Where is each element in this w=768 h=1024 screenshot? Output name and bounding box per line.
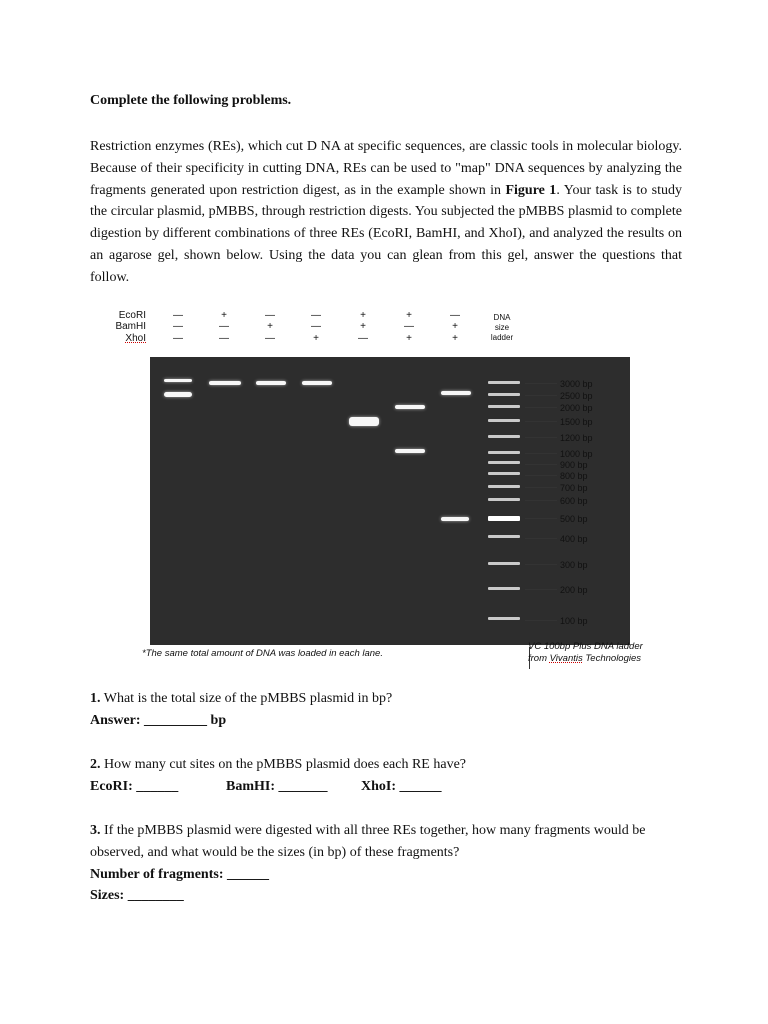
intro-text-part1: Restriction enzymes (REs), which cut D NA at specific sequences, are classic tools in molecular biology. Because of their specificity in cutting DNA, REs can be used to "map" DNA sequences by analyzing the fragments generated upon restriction digest, as in the example shown in: [90, 139, 682, 198]
question-3: [90, 820, 682, 907]
question-2-answers: [90, 776, 690, 798]
lane3-bamhi-sign: +: [267, 321, 273, 332]
ladder-tick: [525, 538, 557, 539]
ladder-size-label: 1200 bp: [560, 433, 593, 443]
gel-band: [164, 379, 192, 382]
lane3-ecori-sign: —: [265, 310, 275, 321]
gel-band: [256, 381, 286, 385]
ladder-size-label: 100 bp: [560, 616, 588, 626]
intro-text-part2: . Your task is to study the circular plasmid, pMBBS, through restriction digests. You subjected the pMBBS plasmid to complete digestion by different combinations of three REs (EcoRI, BamHI, and XhoI), and analyzed the results on an agarose gel, shown below. Using the data you can glean from this gel, answer the questions that follow.: [90, 182, 682, 285]
lane3-xhoi-sign: —: [265, 333, 275, 344]
ladder-band: [488, 485, 520, 488]
gel-band: [164, 392, 192, 397]
ladder-band: [488, 381, 520, 384]
ladder-band: [488, 451, 520, 454]
bamhi-answer-line[interactable]: BamHI: _______: [226, 778, 328, 794]
ladder-note-line1: VC 100bp Plus DNA ladder: [528, 641, 643, 652]
xhoi-answer-line[interactable]: XhoI: ______: [361, 778, 442, 794]
ladder-size-label: 900 bp: [560, 460, 588, 470]
ladder-band: [488, 535, 520, 538]
intro-paragraph: [90, 136, 682, 289]
ladder-size-label: 400 bp: [560, 534, 588, 544]
ladder-band: [488, 419, 520, 422]
ladder-band: [488, 516, 520, 521]
ladder-band: [488, 393, 520, 396]
lane7-ecori-sign: —: [450, 310, 460, 321]
lane5-xhoi-sign: —: [358, 333, 368, 344]
gel-band: [302, 381, 332, 385]
lane4-xhoi-sign: +: [313, 333, 319, 344]
gel-band: [395, 405, 425, 409]
ladder-tick: [525, 589, 557, 590]
question-1-prompt: [90, 688, 690, 710]
fragments-answer-line[interactable]: Number of fragments: ______: [90, 866, 269, 882]
ladder-tick: [525, 518, 557, 519]
ladder-header: [482, 313, 522, 343]
lane4-bamhi-sign: —: [311, 321, 321, 332]
question-1: [90, 688, 690, 732]
ladder-note: [528, 641, 643, 665]
ladder-tick: [525, 437, 557, 438]
ladder-header-line3: ladder: [490, 333, 514, 342]
ecori-answer-line[interactable]: EcoRI: ______: [90, 778, 179, 794]
lane7-xhoi-sign: +: [452, 333, 458, 344]
lane4-ecori-sign: —: [311, 310, 321, 321]
ladder-note-line2: [528, 653, 643, 665]
lane2-bamhi-sign: —: [219, 321, 229, 332]
enzyme-label-bamhi: BamHI: [115, 321, 146, 332]
ladder-size-label: 700 bp: [560, 483, 588, 493]
question-2-text: How many cut sites on the pMBBS plasmid does each RE have?: [100, 757, 466, 772]
ladder-header-line2: size: [494, 323, 510, 332]
question-1-answer-line[interactable]: Answer: _________ bp: [90, 712, 227, 728]
ladder-size-label: 1000 bp: [560, 449, 593, 459]
enzyme-label-xhoi: XhoI: [125, 333, 146, 344]
ladder-size-label: 500 bp: [560, 514, 588, 524]
ladder-tick: [525, 453, 557, 454]
gel-band: [441, 391, 471, 395]
ladder-size-label: 200 bp: [560, 585, 588, 595]
ladder-tick: [525, 475, 557, 476]
question-1-number: 1.: [90, 691, 101, 706]
lane2-xhoi-sign: —: [219, 333, 229, 344]
lane6-xhoi-sign: +: [406, 333, 412, 344]
ladder-size-label: 2500 bp: [560, 391, 593, 401]
ladder-tick: [525, 564, 557, 565]
lane5-ecori-sign: +: [360, 310, 366, 321]
ladder-band: [488, 435, 520, 438]
lane6-bamhi-sign: —: [404, 321, 414, 332]
lane1-bamhi-sign: —: [173, 321, 183, 332]
ladder-size-label: 600 bp: [560, 496, 588, 506]
question-3-prompt: [90, 820, 682, 864]
ladder-note-suffix: Technologies: [582, 653, 642, 664]
ladder-band: [488, 562, 520, 565]
ladder-header-line1: DNA: [493, 313, 511, 322]
ladder-tick: [525, 421, 557, 422]
lane1-xhoi-sign: —: [173, 333, 183, 344]
ladder-band: [488, 461, 520, 464]
gel-band: [349, 417, 379, 426]
gel-band: [395, 449, 425, 453]
enzyme-label-ecori: EcoRI: [118, 310, 146, 321]
page-heading: Complete the following problems.: [90, 93, 292, 108]
ladder-tick: [525, 407, 557, 408]
lane2-ecori-sign: +: [221, 310, 227, 321]
ladder-size-label: 2000 bp: [560, 403, 593, 413]
lane7-bamhi-sign: +: [452, 321, 458, 332]
question-2-prompt: [90, 754, 690, 776]
ladder-tick: [525, 464, 557, 465]
ladder-band: [488, 498, 520, 501]
sizes-answer-line[interactable]: Sizes: ________: [90, 888, 184, 904]
question-2: [90, 754, 690, 798]
ladder-tick: [525, 383, 557, 384]
agarose-gel: [150, 357, 630, 645]
ladder-size-label: 800 bp: [560, 471, 588, 481]
figure-reference: Figure 1: [505, 182, 557, 198]
lane1-ecori-sign: —: [173, 310, 183, 321]
ladder-tick: [525, 395, 557, 396]
question-3-text: If the pMBBS plasmid were digested with all three REs together, how many fragments would be observed, and what would be the sizes (in bp) of these fragments?: [90, 823, 646, 860]
ladder-size-label: 3000 bp: [560, 379, 593, 389]
ladder-tick: [525, 500, 557, 501]
ladder-note-vendor: Vivantis: [549, 653, 583, 664]
gel-footnote: *The same total amount of DNA was loaded in each lane.: [142, 648, 383, 659]
question-3-number: 3.: [90, 823, 101, 838]
gel-band: [209, 381, 241, 385]
ladder-size-label: 1500 bp: [560, 417, 593, 427]
ladder-tick: [525, 620, 557, 621]
ladder-size-label: 300 bp: [560, 560, 588, 570]
question-1-text: What is the total size of the pMBBS plasmid in bp?: [100, 691, 393, 706]
ladder-band: [488, 472, 520, 475]
lane5-bamhi-sign: +: [360, 321, 366, 332]
question-2-number: 2.: [90, 757, 101, 772]
gel-figure: [105, 305, 685, 675]
gel-band: [441, 517, 469, 521]
ladder-note-prefix: from: [528, 653, 550, 664]
ladder-band: [488, 617, 520, 620]
ladder-tick: [525, 487, 557, 488]
ladder-band: [488, 587, 520, 590]
ladder-band: [488, 405, 520, 408]
lane6-ecori-sign: +: [406, 310, 412, 321]
